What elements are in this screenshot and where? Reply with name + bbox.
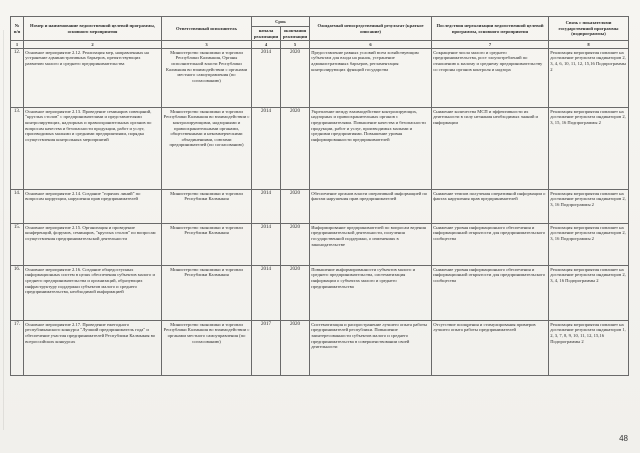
row-number: 13. [11,108,24,190]
consequences: Снижение уровня информационного обеспечения и информационной открытости для предпринимательского сообщества [432,224,549,266]
indicator-link: Реализация мероприятия повлияет на достижение результата индикаторов 1, 2, 3, 7, 8, 9, 10, 11, 12, 15,16 Подпрограммы 2 [549,321,629,376]
expected-result: Повышение информированности субъектов малого и среднего предпринимательства, систематизация информации о субъектах малого и среднего предпринимательства [310,266,432,321]
expected-result: Предоставление равных условий всем хозяйствующим субъектам для входа на рынок, устранение административных барьеров, регламентация контролирующих функций государства [310,49,432,108]
column-number: 5 [281,41,310,49]
consequences: Сокращение числа малого и среднего предпринимательства, рост злоупотреблений по отношению к малому и среднему предпринимательству со стороны органов контроля и надзора [432,49,549,108]
header-no: № п/п [11,17,24,41]
indicator-link: Реализация мероприятия повлияет на достижение результата индикаторов 2, 3, 4, 16 Подпрограммы 2 [549,266,629,321]
expected-result: Укрепление между взаимодействие контролирующих, надзорных и правоохранительных органов с предпринимателями. Повышение качества и безопасности продукции, работ и услуг, производимых малыми и средними предприятиями. Повышение уровня информированности предпринимателей [310,108,432,190]
consequences: Снижение количества МСП и эффективности их деятельности в силу незнания необходимых знаний и информации [432,108,549,190]
program-name: Основное мероприятие 2.14. Создание "горячих линий" по вопросам коррупции, нарушения прав предпринимателей [24,190,162,224]
header-program-name: Номер и наименование ведомственной целевой программы, основного мероприятия [24,17,162,41]
start-year: 2017 [252,321,281,376]
executor: Министерство экономики и торговли Республики Калмыкия, Органы исполнительной власти Республики Калмыкия во взаимодействии с органами местного самоуправления (по согласованию) [162,49,252,108]
program-name: Основное мероприятие 2.13. Проведение семинаров совещаний, "круглых столов" с предпринимателями и представителями контролирующих, надзорных и правоохранительных органов по вопросам качества и безопасности продукции, работ и услуг, производимых малыми и средними предприятиями, порядка осуществления контрольных мероприятий [24,108,162,190]
program-table [10,16,629,376]
end-year: 2020 [281,266,310,321]
indicator-link: Реализация мероприятия повлияет на достижение результата индикаторов 2, 3, 16 Подпрограммы 2 [549,190,629,224]
program-name: Основное мероприятие 2.17. Проведение ежегодного республиканского конкурса "Лучший предприниматель года" и обеспечение участия предпринимателей Республики Калмыкия во всероссийских конкурсах [24,321,162,376]
end-year: 2020 [281,190,310,224]
header-link: Связь с показателями государственной программы (подпрограммы) [549,17,629,41]
row-number: 15. [11,224,24,266]
column-number: 4 [252,41,281,49]
start-year: 2014 [252,266,281,321]
column-number: 3 [162,41,252,49]
expected-result: Обеспечение органов власти оперативной информацией по фактам нарушения прав предпринимателей [310,190,432,224]
table-row [11,190,629,224]
end-year: 2020 [281,49,310,108]
start-year: 2014 [252,224,281,266]
program-name: Основное мероприятие 2.16. Создание общедоступных информационных систем в целях обеспечения субъектов малого и среднего предпринимательства и организаций, образующих инфраструктуру поддержки субъектов малого и среднего предпринимательства, необходимой информацией [24,266,162,321]
column-number-row [11,41,629,49]
table-row [11,224,629,266]
consequences: Отсутствие поощрения и стимулирования примеров лучшего опыта работы предпринимателей [432,321,549,376]
expected-result: Систематизация и распространение лучшего опыта работы предпринимателей республики. Повышение заинтересованности субъектов малого и среднего предпринимательства в совершенствовании своей деятельности [310,321,432,376]
start-year: 2014 [252,108,281,190]
program-name: Основное мероприятие 2.15. Организация и проведение конференций, форумов, семинаров, "круглых столов" по вопросам осуществления предпринимательской деятельности [24,224,162,266]
header-result: Ожидаемый непосредственный результат (краткое описание) [310,17,432,41]
header-term: Срок [252,17,310,27]
table-row [11,266,629,321]
end-year: 2020 [281,321,310,376]
executor: Министерство экономики и торговли Республики Калмыкия [162,266,252,321]
start-year: 2014 [252,190,281,224]
header-executor: Ответственный исполнитель [162,17,252,41]
table-row [11,108,629,190]
end-year: 2020 [281,224,310,266]
end-year: 2020 [281,108,310,190]
row-number: 14. [11,190,24,224]
header-start: начала реализации [252,27,281,41]
header-end: окончания реализации [281,27,310,41]
row-number: 17. [11,321,24,376]
scan-margin-shadow [3,30,4,430]
expected-result: Информирование предпринимателей по вопросам ведения предпринимательской деятельности, получения государственной поддержки, о изменениях в законодательстве [310,224,432,266]
executor: Министерство экономики и торговли Республики Калмыкия во взаимодействии с органами местного самоуправления (по согласованию) [162,321,252,376]
row-number: 16. [11,266,24,321]
executor: Министерство экономики и торговли Республики Калмыкия [162,190,252,224]
indicator-link: Реализация мероприятия повлияет на достижение результата индикаторов 2, 3, 4, 6, 10, 11, 12, 15,16 Подпрограммы 2 [549,49,629,108]
column-number: 1 [11,41,24,49]
consequences: Снижение темпов получения оперативной информации о фактах нарушения прав предпринимателей [432,190,549,224]
column-number: 8 [549,41,629,49]
program-name: Основное мероприятие 2.12. Реализация мер, направленных на устранение административных барьеров, препятствующих развитию малого и среднего предпринимательства [24,49,162,108]
consequences: Снижение уровня информационного обеспечения и информационной открытости для предпринимательского сообщества [432,266,549,321]
indicator-link: Реализация мероприятия повлияет на достижение результата индикаторов 2, 3, 16 Подпрограммы 2 [549,224,629,266]
start-year: 2014 [252,49,281,108]
executor: Министерство экономики и торговли Республики Калмыкия во взаимодействии с контролирующими, надзорными и правоохранительными органами, общественными и некоммерческими объединениями, союзами предпринимателей (по согласованию) [162,108,252,190]
page-number: 48 [619,434,628,443]
executor: Министерство экономики и торговли Республики Калмыкия [162,224,252,266]
indicator-link: Реализация мероприятия повлияет на достижение результата индикаторов 2, 3, 15, 16 Подпрограммы 2 [549,108,629,190]
row-number: 12. [11,49,24,108]
column-number: 2 [24,41,162,49]
column-number: 6 [310,41,432,49]
header-consequences: Последствия нереализации ведомственной целевой программы, основного мероприятия [432,17,549,41]
table-row [11,321,629,376]
table-row [11,49,629,108]
column-number: 7 [432,41,549,49]
